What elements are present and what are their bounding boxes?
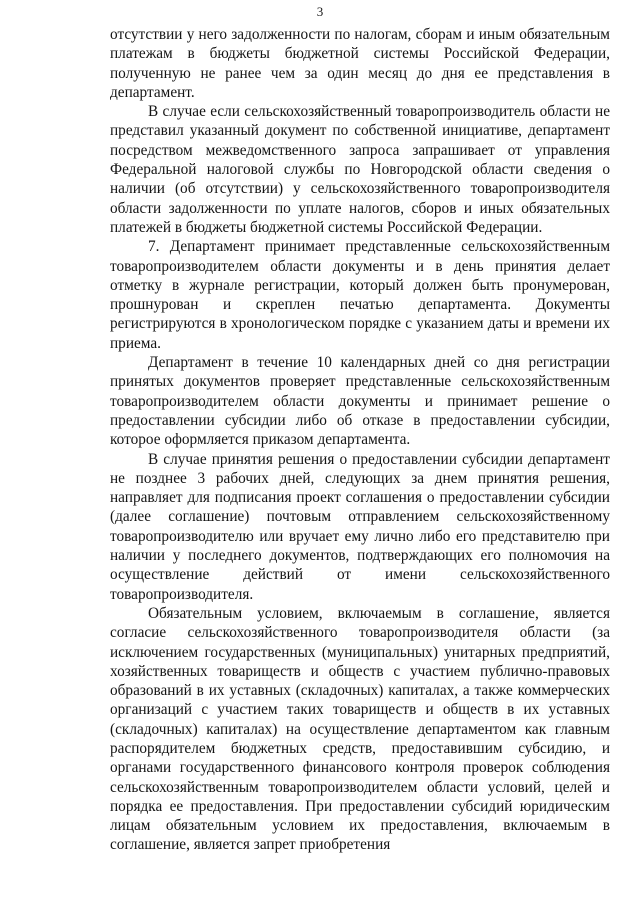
paragraph: Департамент в течение 10 календарных дней со дня регистрации принятых документов проверяет представленные сельскохозяйственным товаропроизводителем области документы и принимает решение о предоставлении субсидии либо об отказе в предоставлении субсидии, которое оформляется приказом департамента.	[110, 354, 610, 449]
document-body	[110, 25, 610, 855]
paragraph: В случае если сельскохозяйственный товаропроизводитель области не представил указанный документ по собственной инициативе, департамент посредством межведомственного запроса запрашивает от управления Федеральной налоговой службы по Новгородской области сведения о наличии (об отсутствии) у сельскохозяйственного товаропроизводителя области задолженности по уплате налогов, сборов и иных обязательных платежей в бюджеты бюджетной системы Российской Федерации.	[110, 103, 610, 236]
paragraph: отсутствии у него задолженности по налогам, сборам и иным обязательным платежам в бюджеты бюджетной системы Российской Федерации, полученную не ранее чем за один месяц до дня ее представления в департамент.	[110, 26, 610, 101]
paragraph: В случае принятия решения о предоставлении субсидии департамент не позднее 3 рабочих дней, следующих за днем принятия решения, направляет для подписания проект соглашения о предоставлении субсидии (далее соглашение) почтовым отправлением сельскохозяйственному товаропроизводителю или вручает ему лично либо его представителю при наличии у последнего документов, подтверждающих его полномочия на осуществление действий от имени сельскохозяйственного товаропроизводителя.	[110, 450, 610, 603]
page-number: 3	[316, 4, 324, 19]
paragraph: 7. Департамент принимает представленные сельскохозяйственным товаропроизводителем области документы и в день принятия делает отметку в журнале регистрации, который должен быть пронумерован, прошнурован и скреплен печатью департамента. Документы регистрируются в хронологическом порядке с указанием даты и времени их приема.	[110, 238, 610, 352]
paragraph: Обязательным условием, включаемым в соглашение, является согласие сельскохозяйственного товаропроизводителя области (за исключением государственных (муниципальных) унитарных предприятий, хозяйственных товариществ и обществ с участием публично-правовых образований в их уставных (складочных) капиталах, а также коммерческих организаций с участием таких товариществ и обществ в их уставных (складочных) капиталах) на осуществление департаментом как главным распорядителем бюджетных средств, предоставившим субсидию, и органами государственного финансового контроля проверок соблюдения сельскохозяйственным товаропроизводителем области условий, целей и порядка ее предоставления. При предоставлении субсидий юридическим лицам обязательным условием их предоставления, включаемым в соглашение, является запрет приобретения	[110, 604, 610, 854]
